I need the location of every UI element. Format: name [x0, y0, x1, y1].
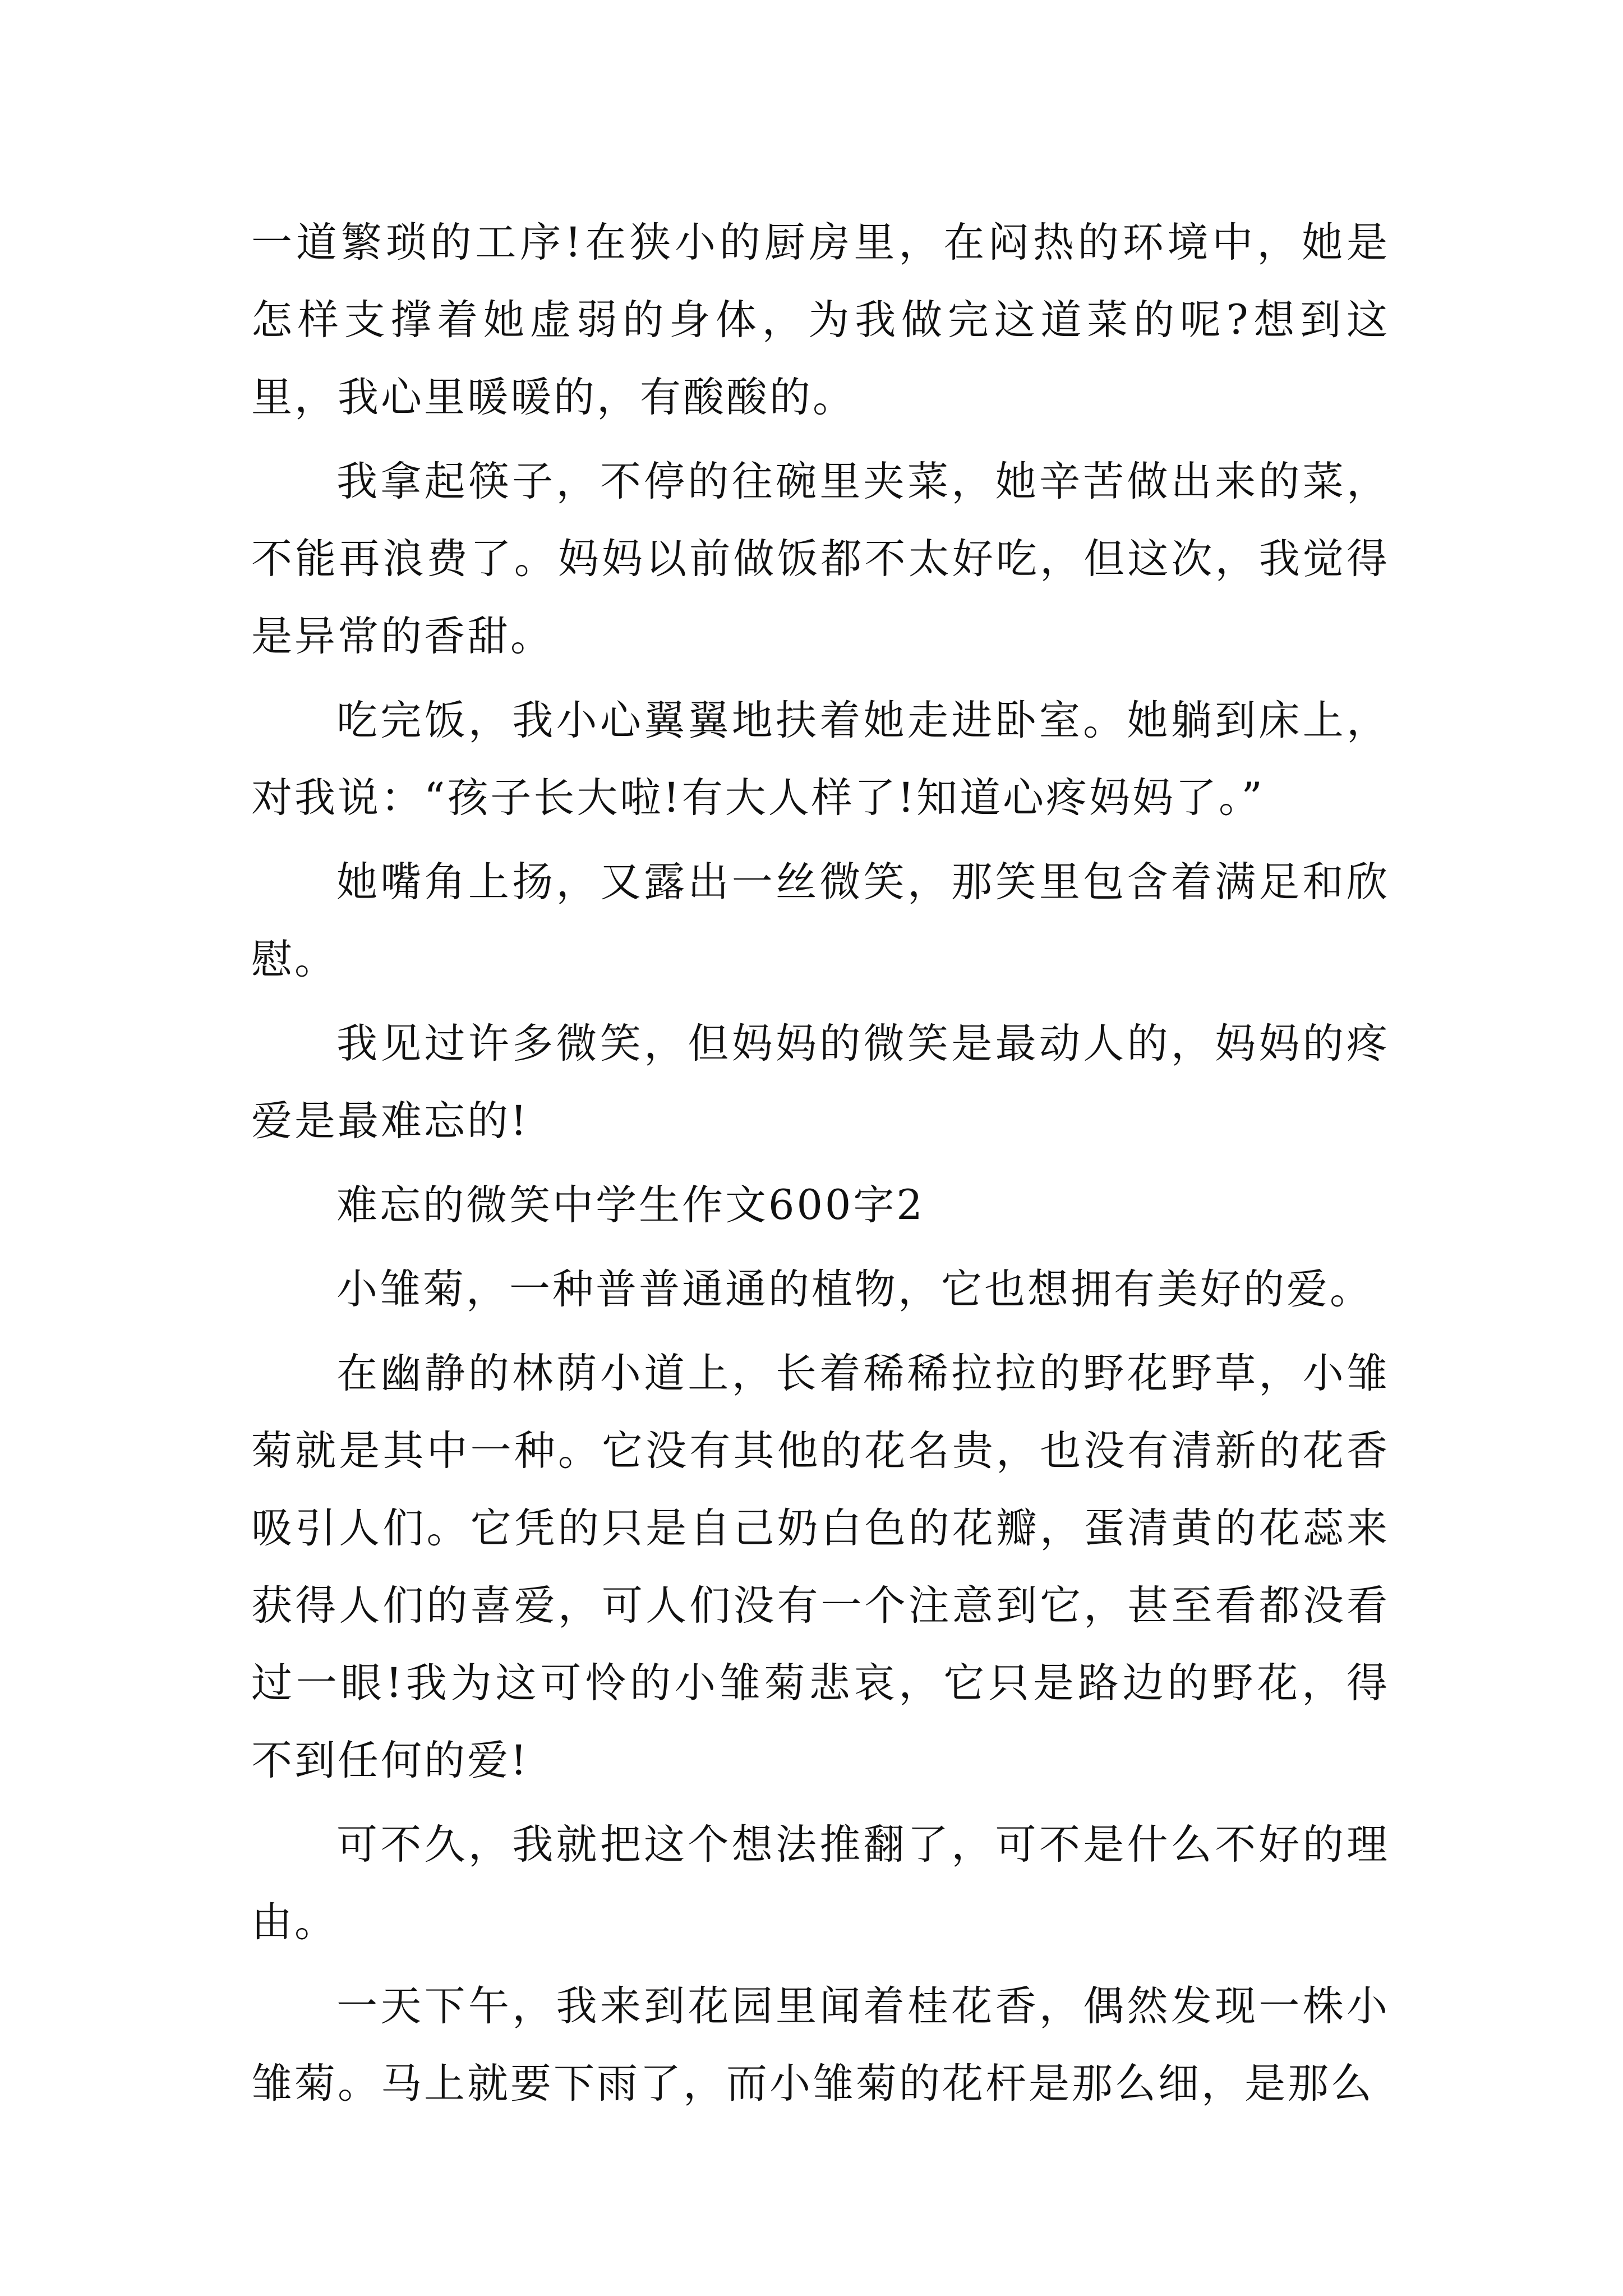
paragraph-9: 一天下午，我来到花园里闻着桂花香，偶然发现一株小雏菊。马上就要下雨了，而小雏菊的花杆是那么细，是那么 — [251, 1982, 1390, 2108]
section-title: 难忘的微笑中学生作文600字2 — [336, 1181, 925, 1229]
paragraph-6: 小雏菊，一种普普通通的植物，它也想拥有美好的爱。 — [336, 1266, 1373, 1313]
paragraph-7: 在幽静的林荫小道上，长着稀稀拉拉的野花野草，小雏菊就是其中一种。它没有其他的花名贵，也没有清新的花香吸引人们。它凭的只是自己奶白色的花瓣，蛋清黄的花蕊来获得人们的喜爱，可人们没有一个注意到它，甚至看都没看过一眼!我为这可怜的小雏菊悲哀，它只是路边的野花，得不到任何的爱! — [251, 1350, 1390, 1784]
paragraph-3: 吃完饭，我小心翼翼地扶着她走进卧室。她躺到床上，对我说：“孩子长大啦!有大人样了!知道心疼妈妈了。” — [251, 697, 1390, 822]
paragraph-5: 我见过许多微笑，但妈妈的微笑是最动人的，妈妈的疼爱是最难忘的! — [251, 1020, 1390, 1145]
essay-body — [251, 204, 1390, 2129]
paragraph-2: 我拿起筷子，不停的往碗里夹菜，她辛苦做出来的菜，不能再浪费了。妈妈以前做饭都不太好吃，但这次，我觉得是异常的香甜。 — [251, 458, 1390, 660]
paragraph-8: 可不久，我就把这个想法推翻了，可不是什么不好的理由。 — [251, 1821, 1390, 1946]
paragraph-1: 一道繁琐的工序!在狭小的厨房里，在闷热的环境中，她是怎样支撑着她虚弱的身体，为我做完这道菜的呢?想到这里，我心里暖暖的，有酸酸的。 — [251, 219, 1390, 421]
paragraph-4: 她嘴角上扬，又露出一丝微笑，那笑里包含着满足和欣慰。 — [251, 858, 1390, 983]
